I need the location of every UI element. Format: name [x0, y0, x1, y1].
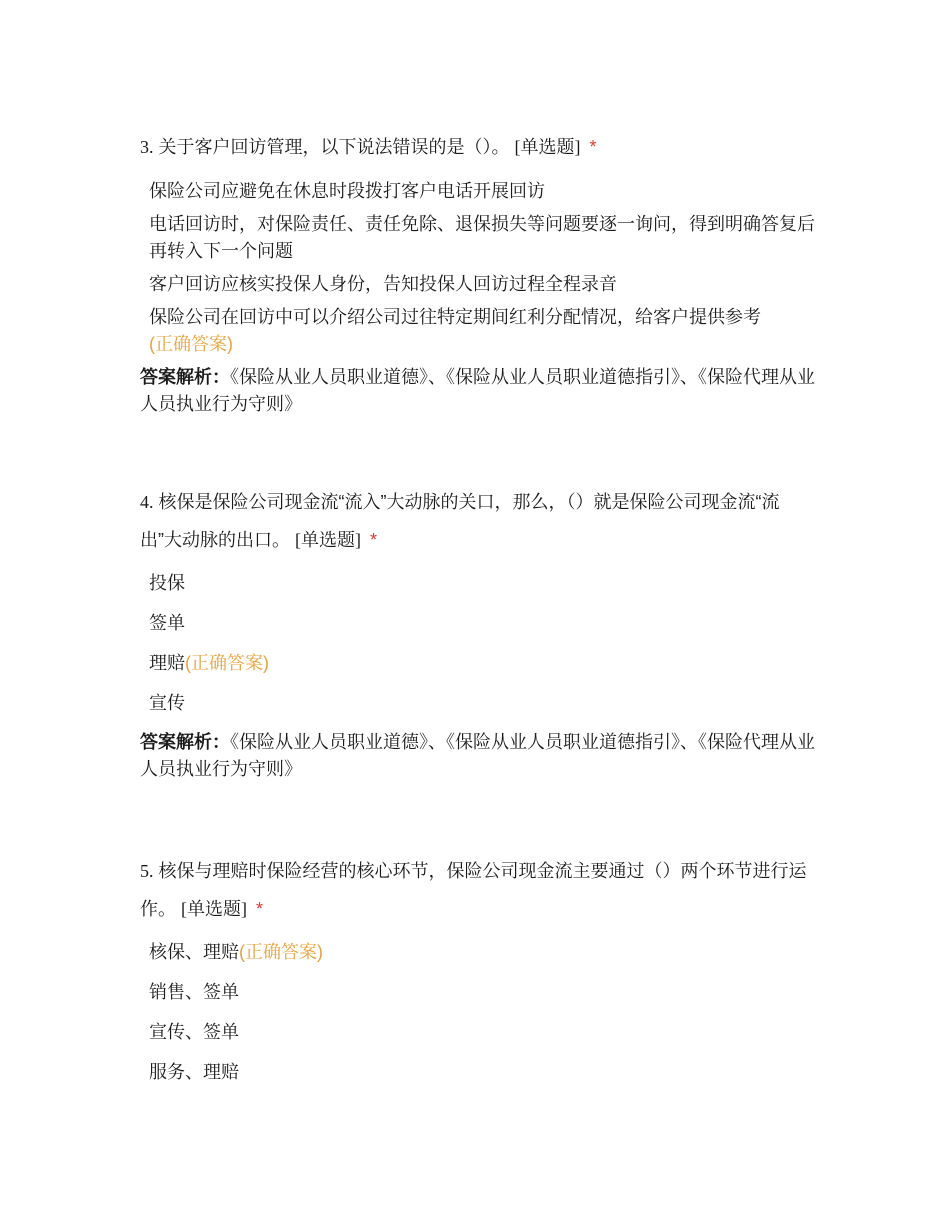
- required-mark: *: [256, 899, 264, 919]
- question-text: 核保是保险公司现金流“流入”大动脉的关口，那么，（）就是保险公司现金流“流出”大动脉的出口。: [140, 492, 780, 550]
- question-4: [140, 483, 820, 783]
- analysis-label: 答案解析：: [140, 732, 230, 752]
- question-type: [单选题]: [514, 137, 581, 157]
- analysis-text: 《保险从业人员职业道德》、《保险从业人员职业道德指引》、《保险代理从业人员执业行为守则》: [140, 732, 815, 779]
- option[interactable]: [140, 178, 820, 205]
- option-text: 宣传: [149, 693, 185, 713]
- options-list: [140, 938, 820, 1086]
- question-title: [140, 852, 820, 928]
- correct-answer-tag: (正确答案): [149, 334, 233, 354]
- option[interactable]: [140, 978, 820, 1006]
- question-number: 4.: [140, 492, 154, 512]
- option-text: 服务、理赔: [149, 1062, 239, 1082]
- question-type: [单选题]: [295, 530, 362, 550]
- option[interactable]: [140, 609, 820, 637]
- option[interactable]: [140, 649, 820, 677]
- option[interactable]: [140, 689, 820, 717]
- correct-answer-tag: (正确答案): [185, 653, 269, 673]
- option-text: 投保: [149, 573, 185, 593]
- option-text: 电话回访时，对保险责任、责任免除、退保损失等问题要逐一询问，得到明确答复后再转入下一个问题: [149, 214, 815, 261]
- option[interactable]: [140, 271, 820, 298]
- question-title: [140, 128, 820, 166]
- options-list: [140, 178, 820, 358]
- answer-analysis: [140, 729, 820, 783]
- option[interactable]: [140, 938, 820, 966]
- correct-answer-tag: (正确答案): [239, 942, 323, 962]
- required-mark: *: [370, 530, 378, 550]
- options-list: [140, 569, 820, 717]
- required-mark: *: [589, 137, 597, 157]
- option[interactable]: [140, 569, 820, 597]
- option[interactable]: [140, 1058, 820, 1086]
- question-text: 核保与理赔时保险经营的核心环节，保险公司现金流主要通过（）两个环节进行运作。: [140, 861, 807, 919]
- option-text: 销售、签单: [149, 982, 239, 1002]
- question-number: 5.: [140, 861, 154, 881]
- option-text: 宣传、签单: [149, 1022, 239, 1042]
- question-text: 关于客户回访管理，以下说法错误的是（）。: [158, 137, 510, 157]
- option[interactable]: [140, 304, 820, 358]
- option-text: 核保、理赔: [149, 942, 239, 962]
- option-text: 保险公司应避免在休息时段拨打客户电话开展回访: [149, 181, 545, 201]
- analysis-text: 《保险从业人员职业道德》、《保险从业人员职业道德指引》、《保险代理从业人员执业行为守则》: [140, 367, 815, 414]
- option-text: 保险公司在回访中可以介绍公司过往特定期间红利分配情况，给客户提供参考: [149, 307, 761, 327]
- question-type: [单选题]: [181, 899, 248, 919]
- question-title: [140, 483, 820, 559]
- option[interactable]: [140, 1018, 820, 1046]
- option-text: 签单: [149, 613, 185, 633]
- question-number: 3.: [140, 137, 154, 157]
- option-text: 理赔: [149, 653, 185, 673]
- option[interactable]: [140, 211, 820, 265]
- option-text: 客户回访应核实投保人身份，告知投保人回访过程全程录音: [149, 274, 617, 294]
- analysis-label: 答案解析：: [140, 367, 230, 387]
- question-5: [140, 852, 820, 1098]
- answer-analysis: [140, 364, 820, 418]
- question-3: [140, 128, 820, 418]
